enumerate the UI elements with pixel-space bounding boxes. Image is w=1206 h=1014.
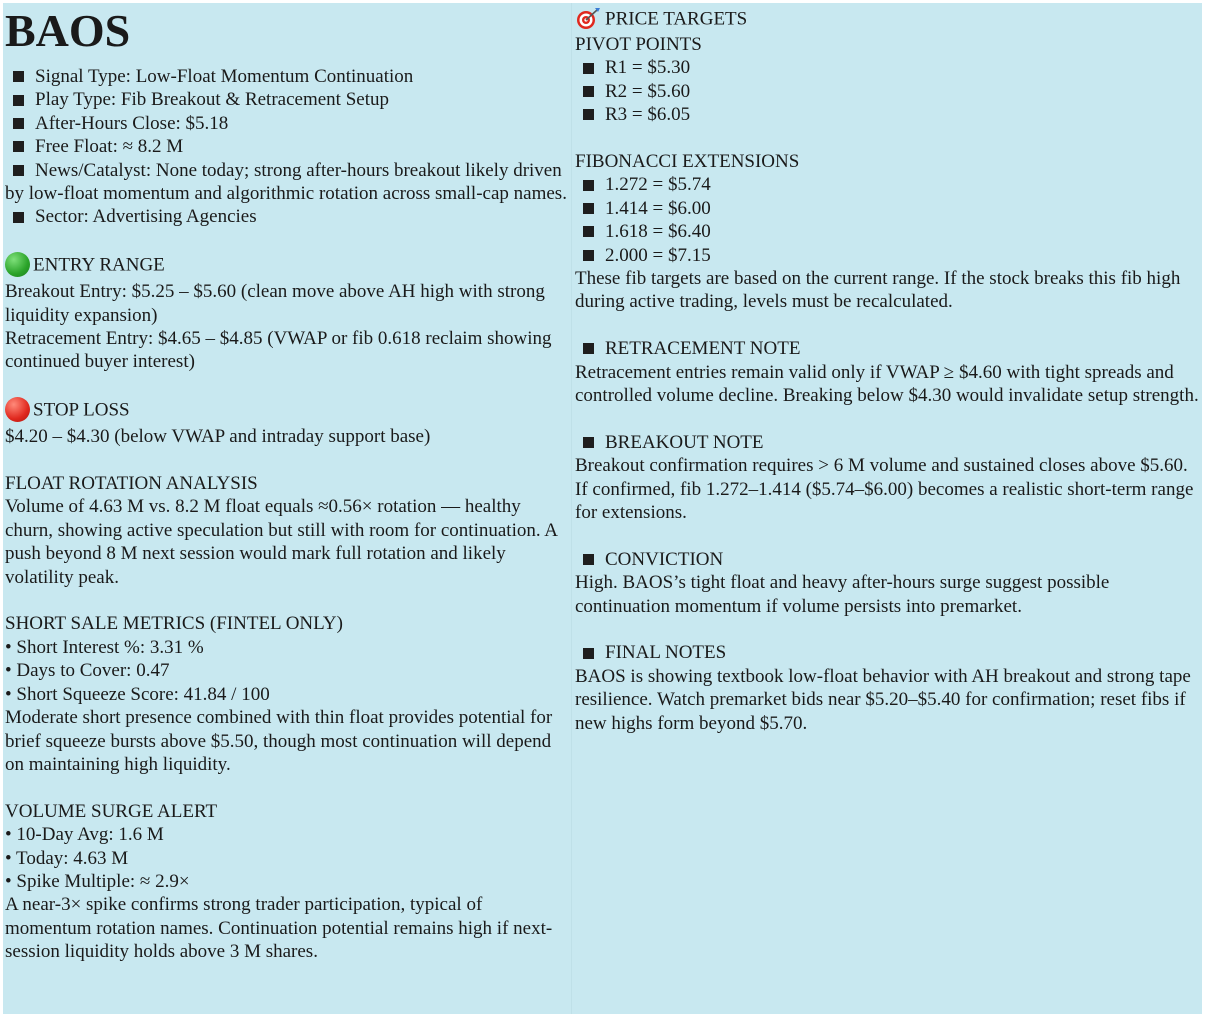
breakout-note-heading: BREAKOUT NOTE	[575, 431, 1199, 454]
bullet-square-icon	[13, 141, 24, 152]
left-column	[5, 3, 571, 964]
overview-item: Free Float: ≈ 8.2 M	[5, 135, 571, 158]
bullet-square-icon	[13, 212, 24, 223]
bullet-square-icon	[583, 203, 594, 214]
volume-surge-item: • 10-Day Avg: 1.6 M	[5, 824, 164, 846]
red-circle-icon	[5, 397, 30, 422]
pivot-item: R1 = $5.30	[575, 56, 1199, 79]
bullet-square-icon	[13, 71, 24, 82]
float-rotation-heading: FLOAT ROTATION ANALYSIS	[5, 473, 258, 495]
price-targets-heading: PRICE TARGETS	[575, 7, 1199, 33]
overview-item: After-Hours Close: $5.18	[5, 112, 571, 135]
bullet-square-icon	[13, 95, 24, 106]
retracement-entry: Retracement Entry: $4.65 – $4.85 (VWAP or fib 0.618 reclaim showing continued buyer interest)	[5, 328, 552, 373]
overview-item: Signal Type: Low-Float Momentum Continuation	[5, 65, 571, 88]
fib-item: 1.414 = $6.00	[575, 197, 1199, 220]
bullet-square-icon	[583, 648, 594, 659]
column-divider	[571, 3, 572, 1014]
overview-item: Play Type: Fib Breakout & Retracement Setup	[5, 88, 571, 111]
stop-loss-text: $4.20 – $4.30 (below VWAP and intraday support base)	[5, 426, 431, 448]
bullet-square-icon	[583, 86, 594, 97]
short-sale-text: Moderate short presence combined with thin float provides potential for brief squeeze bursts above $5.50, though most continuation will depend on maintaining high liquidity.	[5, 707, 553, 775]
breakout-note-text: Breakout confirmation requires > 6 M volume and sustained closes above $5.60. If confirmed, fib 1.272–1.414 ($5.74–$6.00) becomes a realistic short-term range for extensions.	[575, 455, 1194, 524]
short-sale-item: • Short Squeeze Score: 41.84 / 100	[5, 683, 270, 705]
right-column	[575, 3, 1199, 735]
final-notes-text: BAOS is showing textbook low-float behavior with AH breakout and strong tape resilience. Watch premarket bids near $5.20–$5.40 for confirmation; reset fibs if new highs form beyond $5.70.	[575, 665, 1191, 734]
bullet-square-icon	[583, 437, 594, 448]
final-notes-heading: FINAL NOTES	[575, 641, 1199, 664]
short-sale-heading: SHORT SALE METRICS (FINTEL ONLY)	[5, 613, 343, 635]
retracement-note-text: Retracement entries remain valid only if VWAP ≥ $4.60 with tight spreads and controlled volume decline. Breaking below $4.30 would invalidate setup strength.	[575, 361, 1199, 407]
bullet-square-icon	[583, 343, 594, 354]
report-panel	[3, 3, 1202, 1014]
bullet-square-icon	[13, 118, 24, 129]
stop-loss-heading: STOP LOSS	[5, 397, 571, 425]
fib-item: 1.618 = $6.40	[575, 220, 1199, 243]
fib-item: 1.272 = $5.74	[575, 173, 1199, 196]
bullet-square-icon	[583, 109, 594, 120]
bullet-square-icon	[13, 165, 24, 176]
volume-surge-text: A near-3× spike confirms strong trader participation, typical of momentum rotation names. Continuation potential remains high if next-session liquidity holds above 3 M shares.	[5, 894, 553, 963]
fib-item: 2.000 = $7.15	[575, 244, 1199, 267]
bullet-square-icon	[583, 180, 594, 191]
volume-surge-heading: VOLUME SURGE ALERT	[5, 800, 218, 822]
bullet-square-icon	[583, 226, 594, 237]
overview-item: Sector: Advertising Agencies	[5, 205, 571, 228]
bullet-square-icon	[583, 250, 594, 261]
pivot-points-heading: PIVOT POINTS	[575, 34, 702, 55]
target-icon	[575, 7, 601, 30]
breakout-entry: Breakout Entry: $5.25 – $5.60 (clean move above AH high with strong liquidity expansion)	[5, 281, 545, 326]
fib-note: These fib targets are based on the current range. If the stock breaks this fib high during active trading, levels must be recalculated.	[575, 268, 1181, 313]
volume-surge-item: • Spike Multiple: ≈ 2.9×	[5, 870, 190, 892]
float-rotation-text: Volume of 4.63 M vs. 8.2 M float equals ≈0.56× rotation — healthy churn, showing active speculation but still with room for continuation. A push beyond 8 M next session would mark full rotation and likely volatility peak.	[5, 496, 557, 588]
short-sale-item: • Short Interest %: 3.31 %	[5, 636, 204, 658]
pivot-item: R2 = $5.60	[575, 80, 1199, 103]
volume-surge-item: • Today: 4.63 M	[5, 847, 129, 869]
pivot-item: R3 = $6.05	[575, 103, 1199, 126]
bullet-square-icon	[583, 554, 594, 565]
retracement-note-heading: RETRACEMENT NOTE	[575, 337, 1199, 360]
overview-item: News/Catalyst: None today; strong after-hours breakout likely driven by low-float momentum and algorithmic rotation across small-cap names.	[5, 159, 567, 205]
conviction-heading: CONVICTION	[575, 548, 1199, 571]
bullet-square-icon	[583, 63, 594, 74]
ticker-title: BAOS	[5, 5, 131, 56]
conviction-text: High. BAOS’s tight float and heavy after-hours surge suggest possible continuation momentum if volume persists into premarket.	[575, 572, 1110, 617]
green-circle-icon	[5, 252, 30, 277]
entry-heading: ENTRY RANGE	[5, 252, 571, 280]
fib-heading: FIBONACCI EXTENSIONS	[575, 151, 800, 173]
short-sale-item: • Days to Cover: 0.47	[5, 660, 170, 682]
